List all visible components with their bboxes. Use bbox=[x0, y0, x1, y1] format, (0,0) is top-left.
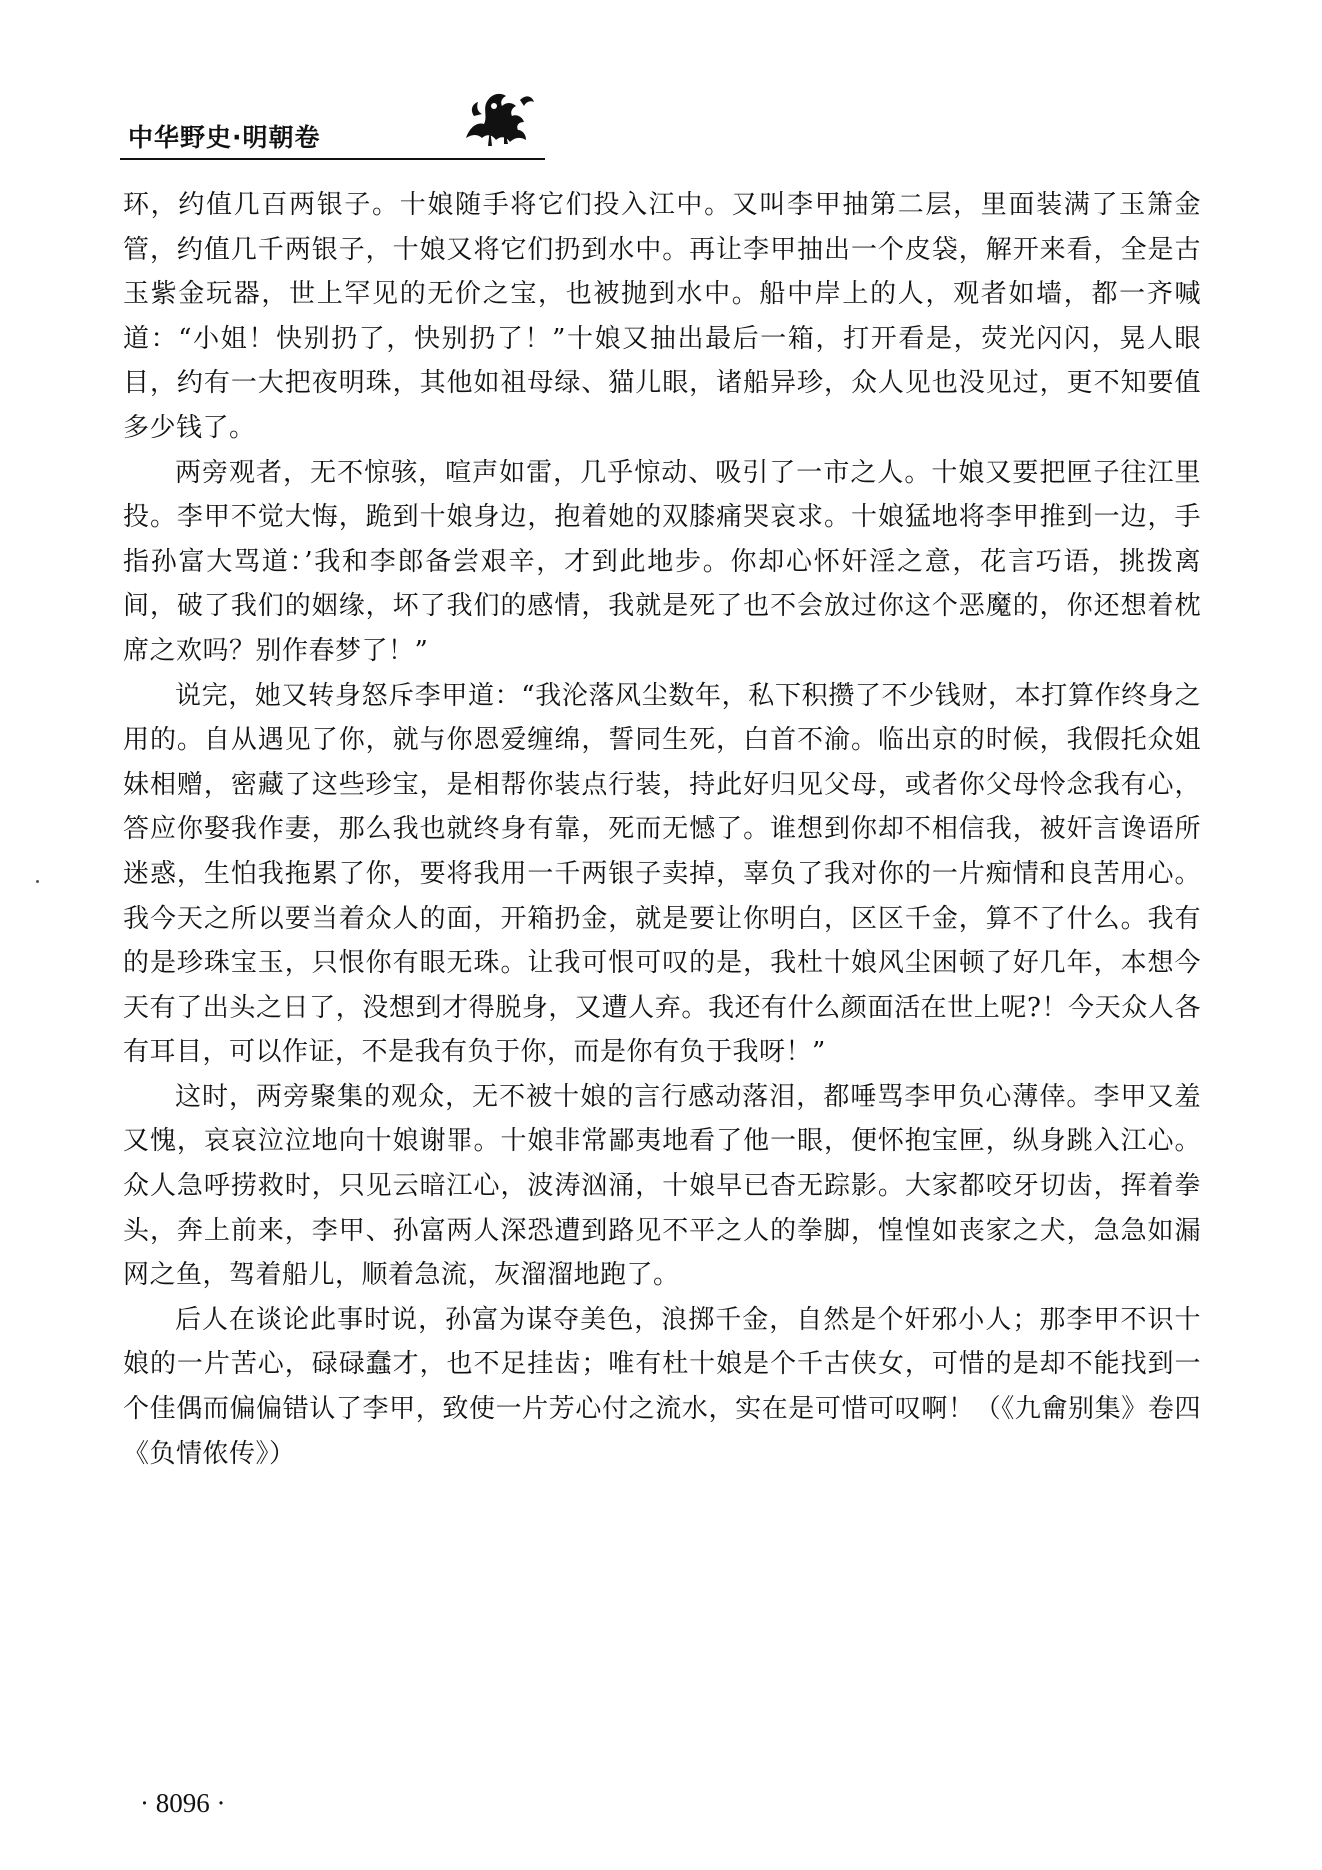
book-title: 中华野史·明朝卷 bbox=[128, 123, 321, 152]
scan-speck bbox=[36, 880, 39, 883]
paragraph: 后人在谈论此事时说，孙富为谋夺美色，浪掷千金，自然是个奸邪小人；那李甲不识十娘的一片苦心，碌碌蠢才，也不足挂齿；唯有杜十娘是个千古侠女，可惜的是却不能找到一个佳偶而偏偏错认了李甲，致使一片芳心付之流水，实在是可惜可叹啊！（《九龠别集》卷四《负情侬传》） bbox=[123, 1304, 1201, 1469]
header-rule bbox=[120, 158, 545, 160]
paragraph: 这时，两旁聚集的观众，无不被十娘的言行感动落泪，都唾骂李甲负心薄倖。李甲又羞又愧，哀哀泣泣地向十娘谢罪。十娘非常鄙夷地看了他一眼，便怀抱宝匣，纵身跳入江心。众人急呼捞救时，只见云暗江心，波涛汹涌，十娘早已杳无踪影。大家都咬牙切齿，挥着拳头，奔上前来，李甲、孙富两人深恐遭到路见不平之人的拳脚，惶惶如丧家之犬，急急如漏网之鱼，驾着船儿，顺着急流，灰溜溜地跑了。 bbox=[123, 1081, 1201, 1291]
paragraph: 环，约值几百两银子。十娘随手将它们投入江中。又叫李甲抽第二层，里面装满了玉箫金管，约值几千两银子，十娘又将它们扔到水中。再让李甲抽出一个皮袋，解开来看，全是古玉紫金玩器，世上罕见的无价之宝，也被抛到水中。船中岸上的人，观者如墙，都一齐喊道：“小姐！快别扔了，快别扔了！”十娘又抽出最后一箱，打开看是，荧光闪闪，晃人眼目，约有一大把夜明珠，其他如祖母绿、猫儿眼，诸船异珍，众人见也没见过，更不知要值多少钱了。 bbox=[123, 190, 1201, 443]
running-header bbox=[120, 108, 545, 164]
page-number: · 8096 · bbox=[140, 1788, 226, 1818]
article-body bbox=[123, 183, 1201, 1476]
dragon-emblem-icon bbox=[460, 86, 540, 150]
paragraph: 两旁观者，无不惊骇，喧声如雷，几乎惊动、吸引了一市之人。十娘又要把匣子往江里投。李甲不觉大悔，跪到十娘身边，抱着她的双膝痛哭哀求。十娘猛地将李甲推到一边，手指孙富大骂道：’我和李郎备尝艰辛，才到此地步。你却心怀奸淫之意，花言巧语，挑拨离间，破了我们的姻缘，坏了我们的感情，我就是死了也不会放过你这个恶魔的，你还想着枕席之欢吗？别作春梦了！” bbox=[123, 457, 1201, 666]
paragraph: 说完，她又转身怒斥李甲道：“我沦落风尘数年，私下积攒了不少钱财，本打算作终身之用的。自从遇见了你，就与你恩爱缠绵，誓同生死，白首不渝。临出京的时候，我假托众姐妹相赠，密藏了这些珍宝，是相帮你装点行装，持此好归见父母，或者你父母怜念我有心，答应你娶我作妻，那么我也就终身有靠，死而无憾了。谁想到你却不相信我，被奸言谗语所迷惑，生怕我拖累了你，要将我用一千两银子卖掉，辜负了我对你的一片痴情和良苦用心。我今天之所以要当着众人的面，开箱扔金，就是要让你明白，区区千金，算不了什么。我有的是珍珠宝玉，只恨你有眼无珠。让我可恨可叹的是，我杜十娘风尘困顿了好几年，本想今天有了出头之日了，没想到才得脱身，又遭人弃。我还有什么颜面活在世上呢?！今天众人各有耳目，可以作证，不是我有负于你，而是你有负于我呀！” bbox=[123, 680, 1201, 1068]
